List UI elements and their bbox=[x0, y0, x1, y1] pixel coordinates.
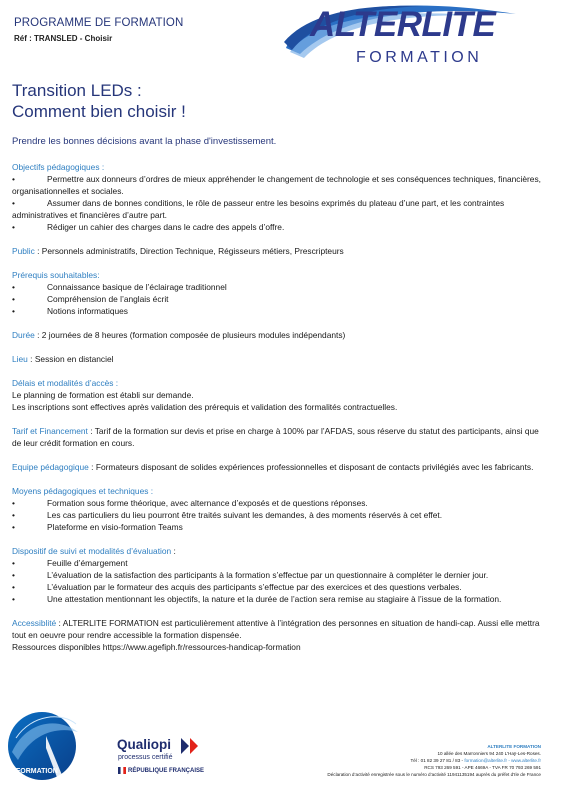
programme-heading: PROGRAMME DE FORMATION bbox=[14, 17, 184, 29]
section-label: Durée bbox=[12, 330, 35, 340]
formation-badge-logo bbox=[6, 702, 80, 784]
company-name: ALTERLITE FORMATION bbox=[487, 744, 541, 749]
title-line-2: Comment bien choisir ! bbox=[12, 102, 186, 121]
republique-francaise: RÉPUBLIQUE FRANÇAISE bbox=[128, 768, 205, 774]
list-item: • Rédiger un cahier des charges dans le cadre des appels d’offre. bbox=[12, 222, 285, 232]
section-text: : Tarif de la formation sur devis et prise en charge à 100% par l’AFDAS, sous réserve du statut des participants, ainsi que de leur crédit formation en cours. bbox=[12, 426, 539, 448]
section-label: Public bbox=[12, 246, 35, 256]
section-line: Le planning de formation est établi sur demande. bbox=[12, 390, 194, 400]
list-item: • Connaissance basique de l’éclairage traditionnel bbox=[12, 282, 227, 292]
section-public bbox=[12, 245, 544, 257]
list-item: • Une attestation mentionnant les objectifs, la nature et la durée de l’action sera remise au stagiaire à l’issue de la formation. bbox=[12, 594, 502, 604]
section-dispositif: Dispositif de suivi et modalités d’évaluation : • Feuille d’émargement • L’évaluation de la satisfaction des participants à la formation s’effectue par un questionnaire à compléter le dernier jour. • L’évaluation par le formateur des acquis des participants s’effectue par des exercices et des questions verbales. • Une attestation mentionnant les objectifs, la nature et la durée de l’action sera remise au stagiaire à l’issue de la formation. bbox=[12, 545, 544, 605]
section-delais bbox=[12, 377, 544, 413]
qualiopi-logo bbox=[117, 738, 217, 782]
list-item: • Compréhension de l’anglais écrit bbox=[12, 294, 169, 304]
title-line-1: Transition LEDs : bbox=[12, 81, 142, 100]
section-duree bbox=[12, 329, 544, 341]
alterlite-logo bbox=[284, 2, 534, 72]
list-item: • Les cas particuliers du lieu pourront être traités suivant les demandes, à des moments réservés à cet effet. bbox=[12, 510, 443, 520]
section-text: : Session en distanciel bbox=[27, 354, 114, 364]
section-text: : ALTERLITE FORMATION est particulièrement attentive à l’intégration des personnes en situation de handi-cap. Aussi elle mettra tout en oeuvre pour rendre accessible la formation dispensée. bbox=[12, 618, 540, 640]
bullet-icon: • bbox=[12, 282, 15, 292]
objectifs-list bbox=[12, 173, 544, 233]
list-item: • Assumer dans de bonnes conditions, le rôle de passeur entre les besoins exprimés du plateau d’une part, et les contraintes administratives et financières d’autre part. bbox=[12, 198, 505, 220]
list-item: • Permettre aux donneurs d’ordres de mieux appréhender le changement de technologie et ses conséquences techniques, financières, organisationnelles et sociales. bbox=[12, 174, 541, 196]
section-label: Prérequis souhaitables: bbox=[12, 270, 100, 280]
intro-statement: Prendre les bonnes décisions avant la phase d'investissement. bbox=[12, 136, 277, 147]
section-label: Délais et modalités d’accès : bbox=[12, 378, 119, 388]
bullet-icon: • bbox=[12, 582, 15, 592]
logo-subtitle: FORMATION bbox=[356, 49, 483, 66]
qualiopi-name: Qualiopi bbox=[117, 737, 171, 752]
qualiopi-subtitle: processus certifié bbox=[118, 754, 173, 761]
bullet-icon: • bbox=[12, 570, 15, 580]
company-address: 10 allée des Marronniers 94 240 L'Haÿ-Les-Roses. bbox=[437, 751, 541, 756]
section-text: : 2 journées de 8 heures (formation composée de plusieurs modules indépendants) bbox=[34, 330, 346, 340]
bullet-icon: • bbox=[12, 174, 15, 184]
list-item: • L’évaluation de la satisfaction des participants à la formation s’effectue par un questionnaire à compléter le dernier jour. bbox=[12, 570, 489, 580]
company-contact: Tél : 01 82 39 27 81 / 83 - formation@alterlite.fr - www.alterlite.fr bbox=[410, 758, 541, 763]
list-item: • Notions informatiques bbox=[12, 306, 128, 316]
bullet-icon: • bbox=[12, 522, 15, 532]
moyens-list bbox=[12, 497, 544, 533]
section-accessibilite bbox=[12, 617, 544, 653]
bullet-icon: • bbox=[12, 306, 15, 316]
bullet-icon: • bbox=[12, 594, 15, 604]
section-label: Accessiblité bbox=[12, 618, 57, 628]
programme-content bbox=[12, 161, 544, 665]
list-item: • L’évaluation par le formateur des acquis des participants s’effectue par des exercices et des questions verbales. bbox=[12, 582, 462, 592]
company-info bbox=[327, 743, 541, 778]
bullet-icon: • bbox=[12, 510, 15, 520]
reference-code: Réf : TRANSLED - Choisir bbox=[14, 34, 113, 43]
qualiopi-chevrons-icon bbox=[181, 738, 205, 754]
list-item: • Feuille d’émargement bbox=[12, 558, 128, 568]
badge-label: FORMATION bbox=[16, 768, 58, 775]
section-label: Lieu bbox=[12, 354, 28, 364]
page-title bbox=[12, 80, 186, 122]
bullet-icon: • bbox=[12, 198, 15, 208]
company-declaration: Déclaration d’activité enregistrée sous le numéro d’activité 11941135194 auprès du préfet d’Ile de France bbox=[327, 772, 541, 777]
resources-link-text: Ressources disponibles https://www.agefiph.fr/ressources-handicap-formation bbox=[12, 642, 301, 652]
company-rcs: RCS 793 269 591 - APE 4669A - TVA FR 70 793 269 591 bbox=[424, 765, 541, 770]
section-label: Tarif et Financement bbox=[12, 426, 88, 436]
list-item: • Plateforme en visio-formation Teams bbox=[12, 522, 183, 532]
bullet-icon: • bbox=[12, 558, 15, 568]
section-tarif bbox=[12, 425, 544, 449]
section-label: Equipe pédagogique bbox=[12, 462, 89, 472]
logo-wordmark: ALTERLITE bbox=[310, 5, 496, 44]
section-text: : Formateurs disposant de solides expériences professionnelles et disposant de contacts privilégiés avec les fabricants. bbox=[88, 462, 534, 472]
section-prerequis bbox=[12, 269, 544, 317]
bullet-icon: • bbox=[12, 222, 15, 232]
french-flag-icon bbox=[118, 767, 126, 774]
section-equipe bbox=[12, 461, 544, 473]
section-objectifs bbox=[12, 161, 544, 233]
dispositif-list bbox=[12, 557, 544, 605]
bullet-icon: • bbox=[12, 294, 15, 304]
section-line: Les inscriptions sont effectives après validation des prérequis et validation des formalités contractuelles. bbox=[12, 402, 398, 412]
section-label: Moyens pédagogiques et techniques : bbox=[12, 486, 154, 496]
list-item: • Formation sous forme théorique, avec alternance d’exposés et de questions réponses. bbox=[12, 498, 368, 508]
bullet-icon: • bbox=[12, 498, 15, 508]
section-moyens bbox=[12, 485, 544, 533]
prerequis-list bbox=[12, 281, 544, 317]
section-text: : Personnels administratifs, Direction Technique, Régisseurs métiers, Prescripteurs bbox=[34, 246, 344, 256]
section-lieu bbox=[12, 353, 544, 365]
section-label: Objectifs pédagogiques : bbox=[12, 162, 105, 172]
section-label: Dispositif de suivi et modalités d’évaluation bbox=[12, 546, 172, 556]
